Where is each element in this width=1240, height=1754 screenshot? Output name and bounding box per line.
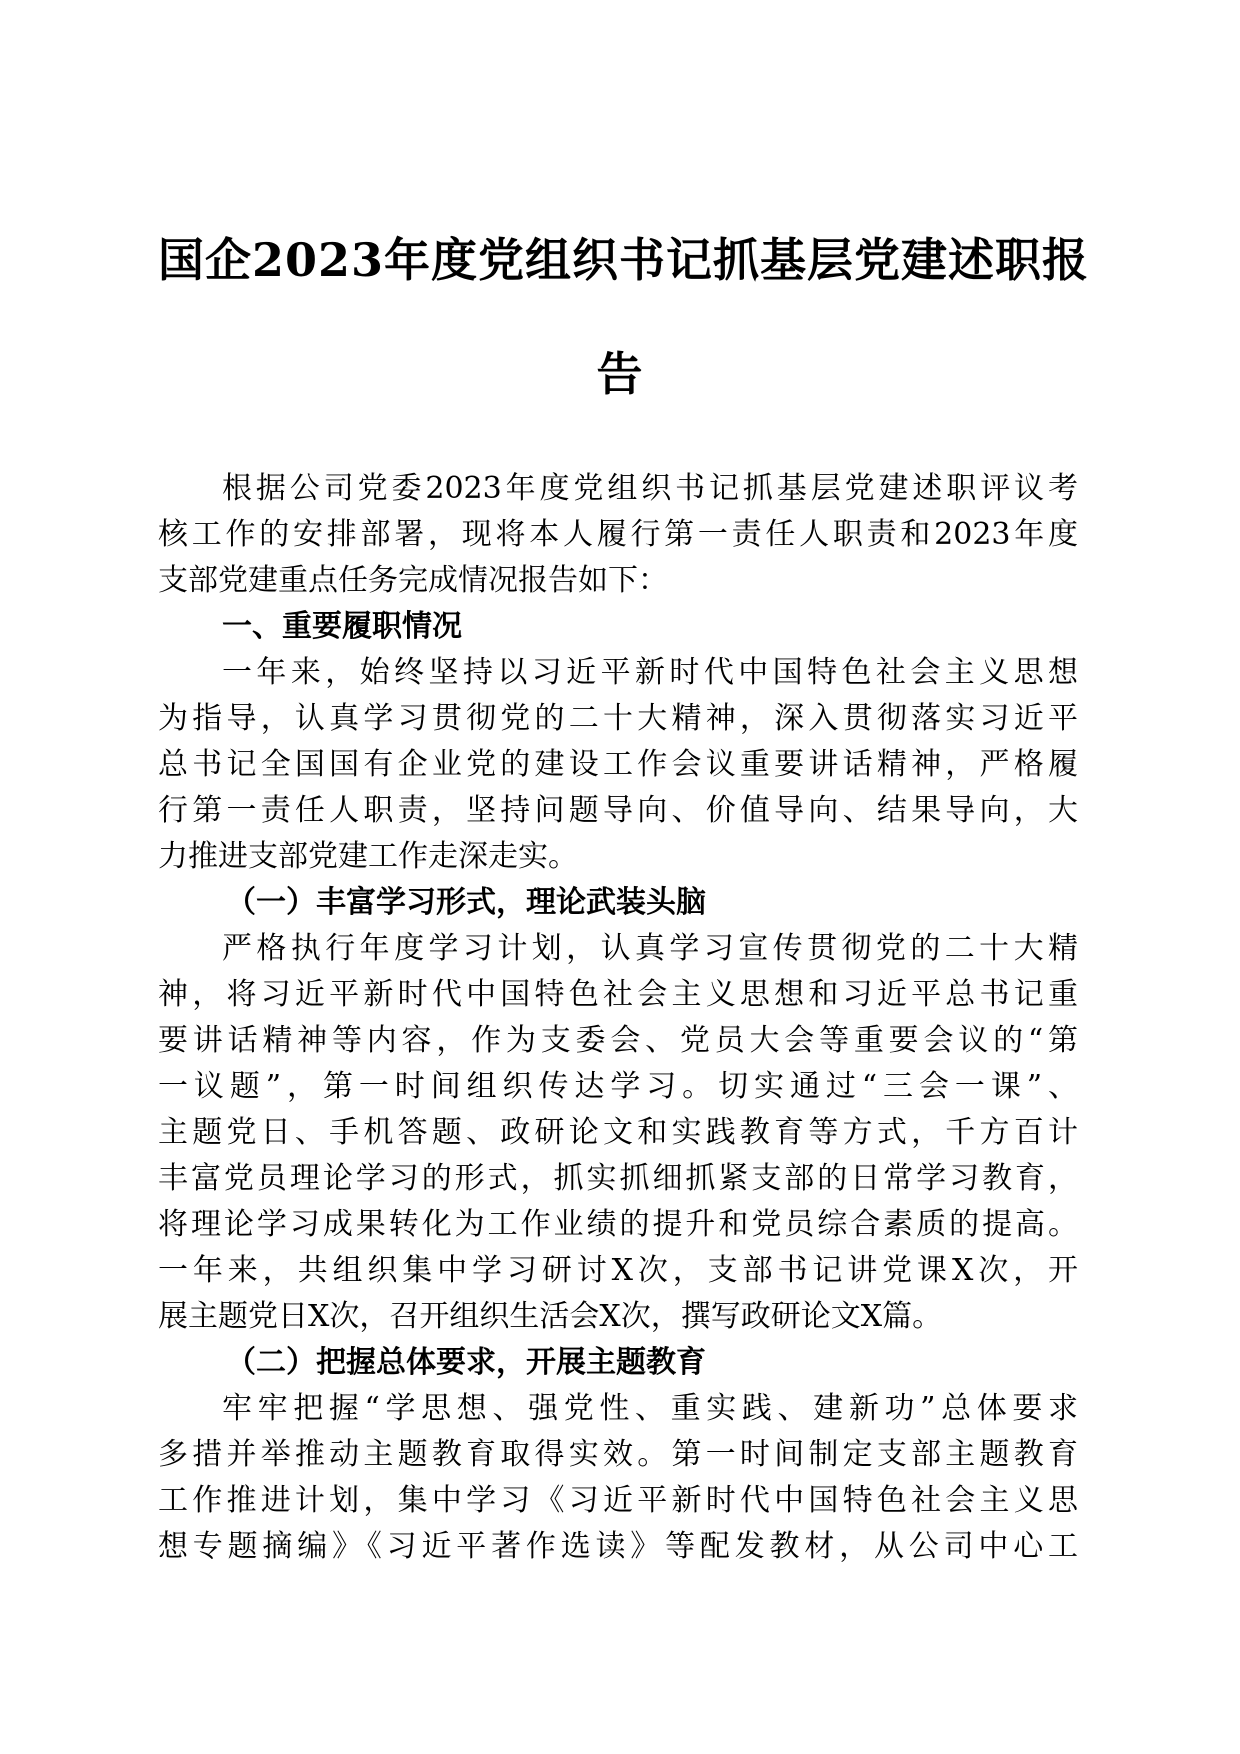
paragraph-line: 力推进支部党建工作走深走实。 bbox=[158, 839, 578, 874]
paragraph-line: 神，将习近平新时代中国特色社会主义思想和习近平总书记重 bbox=[158, 977, 1078, 1012]
paragraph-line: 牢牢把握“学思想、强党性、重实践、建新功”总体要求 bbox=[222, 1391, 1078, 1426]
paragraph-line: 丰富党员理论学习的形式，抓实抓细抓紧支部的日常学习教育， bbox=[158, 1161, 1078, 1196]
document-title-line-1: 国企2023年度党组织书记抓基层党建述职报 bbox=[158, 233, 1090, 287]
paragraph-line: 将理论学习成果转化为工作业绩的提升和党员综合素质的提高。 bbox=[158, 1207, 1078, 1242]
subsection-heading-2: （二）把握总体要求，开展主题教育 bbox=[226, 1345, 706, 1380]
paragraph-line: 一年来，始终坚持以习近平新时代中国特色社会主义思想 bbox=[222, 655, 1078, 690]
intro-line: 根据公司党委2023年度党组织书记抓基层党建述职评议考 bbox=[222, 471, 1078, 506]
paragraph-line: 为指导，认真学习贯彻党的二十大精神，深入贯彻落实习近平 bbox=[158, 701, 1078, 736]
paragraph-line: 多措并举推动主题教育取得实效。第一时间制定支部主题教育 bbox=[158, 1437, 1078, 1472]
paragraph-line: 想专题摘编》《习近平著作选读》等配发教材，从公司中心工 bbox=[158, 1529, 1078, 1564]
paragraph-line: 展主题党日X次，召开组织生活会X次，撰写政研论文X篇。 bbox=[158, 1299, 943, 1334]
document-title-line-2: 告 bbox=[596, 347, 644, 401]
paragraph-line: 一年来，共组织集中学习研讨X次，支部书记讲党课X次，开 bbox=[158, 1253, 1078, 1288]
paragraph-line: 工作推进计划，集中学习《习近平新时代中国特色社会主义思 bbox=[158, 1483, 1078, 1518]
paragraph-line: 主题党日、手机答题、政研论文和实践教育等方式，千方百计 bbox=[158, 1115, 1078, 1150]
paragraph-line: 一议题”，第一时间组织传达学习。切实通过“三会一课”、 bbox=[158, 1069, 1078, 1104]
paragraph-line: 要讲话精神等内容，作为支委会、党员大会等重要会议的“第 bbox=[158, 1023, 1078, 1058]
paragraph-line: 总书记全国国有企业党的建设工作会议重要讲话精神，严格履 bbox=[158, 747, 1078, 782]
subsection-heading-1: （一）丰富学习形式，理论武装头脑 bbox=[226, 885, 706, 920]
paragraph-line: 行第一责任人职责，坚持问题导向、价值导向、结果导向，大 bbox=[158, 793, 1078, 828]
section-heading-1: 一、重要履职情况 bbox=[222, 609, 462, 644]
intro-line: 核工作的安排部署，现将本人履行第一责任人职责和2023年度 bbox=[158, 517, 1078, 552]
paragraph-line: 严格执行年度学习计划，认真学习宣传贯彻党的二十大精 bbox=[222, 931, 1078, 966]
intro-line: 支部党建重点任务完成情况报告如下： bbox=[158, 563, 668, 598]
document-body bbox=[158, 466, 1078, 1570]
